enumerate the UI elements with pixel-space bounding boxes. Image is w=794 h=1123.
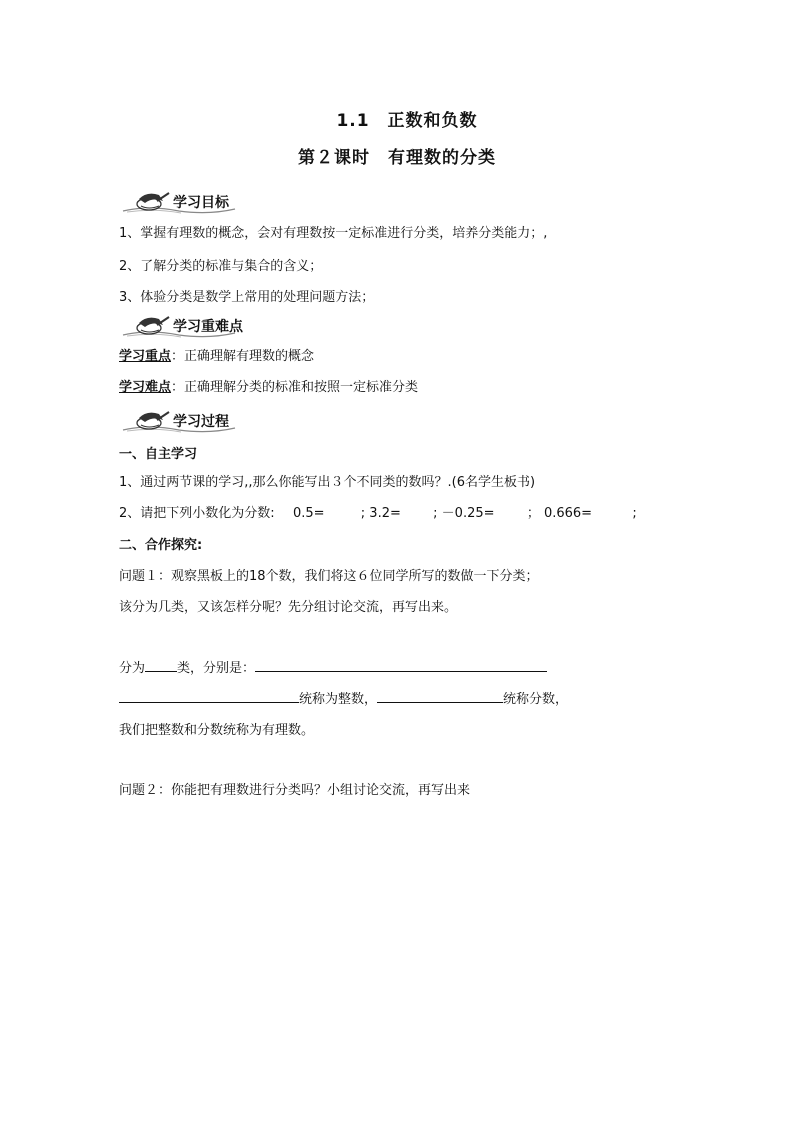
self-study-question-2 bbox=[119, 502, 637, 521]
decimal-item: ； 0.666= bbox=[526, 506, 593, 521]
problem-1-line-1: 问题１：观察黑板上的18个数，我们将这６位同学所写的数做一下分类； bbox=[119, 569, 539, 584]
objective-item: 1、掌握有理数的概念，会对有理数按一定标准进行分类，培养分类能力；, bbox=[119, 226, 548, 241]
fill-in-line-1 bbox=[119, 657, 547, 676]
fill-text: 统称分数， bbox=[503, 692, 569, 707]
self-study-heading: 一、自主学习 bbox=[119, 447, 198, 462]
answer-blank[interactable] bbox=[377, 689, 503, 703]
objective-item: 3、体验分类是数学上常用的处理问题方法； bbox=[119, 290, 375, 305]
answer-blank[interactable] bbox=[145, 658, 177, 672]
question-2-prefix: 2、请把下列小数化为分数: bbox=[119, 506, 275, 521]
problem-2: 问题２：你能把有理数进行分类吗？小组讨论交流，再写出来 bbox=[119, 783, 471, 798]
key-difficulty bbox=[119, 376, 418, 395]
lesson-subtitle: 第２课时 有理数的分类 bbox=[298, 148, 496, 168]
problem-1-line-2: 该分为几类，又该怎样分呢？先分组讨论交流，再写出来。 bbox=[119, 600, 458, 615]
objective-item: 2、了解分类的标准与集合的含义； bbox=[119, 259, 323, 274]
fill-text: 分为 bbox=[119, 661, 146, 676]
decimal-item: ; －0.25= bbox=[433, 506, 495, 521]
key-focus bbox=[119, 345, 314, 364]
fill-text: 统称为整数， bbox=[299, 692, 378, 707]
answer-blank[interactable] bbox=[119, 689, 299, 703]
decimal-item: ; 3.2= bbox=[360, 506, 401, 521]
key-focus-text: ：正确理解有理数的概念 bbox=[171, 349, 315, 364]
self-study-question-1: 1、通过两节课的学习,,那么你能写出３个不同类的数吗？.(6名学生板书) bbox=[119, 475, 536, 490]
fill-in-line-3: 我们把整数和分数统称为有理数。 bbox=[119, 723, 315, 738]
key-focus-label: 学习重点 bbox=[119, 349, 172, 364]
fill-in-line-2 bbox=[119, 688, 568, 707]
section-title: 学习目标 bbox=[173, 195, 229, 211]
explore-heading: 二、合作探究: bbox=[119, 538, 203, 553]
key-difficulty-label: 学习难点 bbox=[119, 380, 172, 395]
answer-blank[interactable] bbox=[255, 658, 547, 672]
lesson-title: 1.1 正数和负数 bbox=[336, 111, 478, 131]
decimal-item: ; bbox=[632, 506, 637, 521]
section-title: 学习过程 bbox=[173, 414, 229, 430]
section-title: 学习重难点 bbox=[173, 319, 243, 335]
fill-text: 类，分别是： bbox=[177, 661, 256, 676]
decimal-item: 0.5= bbox=[292, 506, 325, 521]
key-difficulty-text: ：正确理解分类的标准和按照一定标准分类 bbox=[171, 380, 419, 395]
